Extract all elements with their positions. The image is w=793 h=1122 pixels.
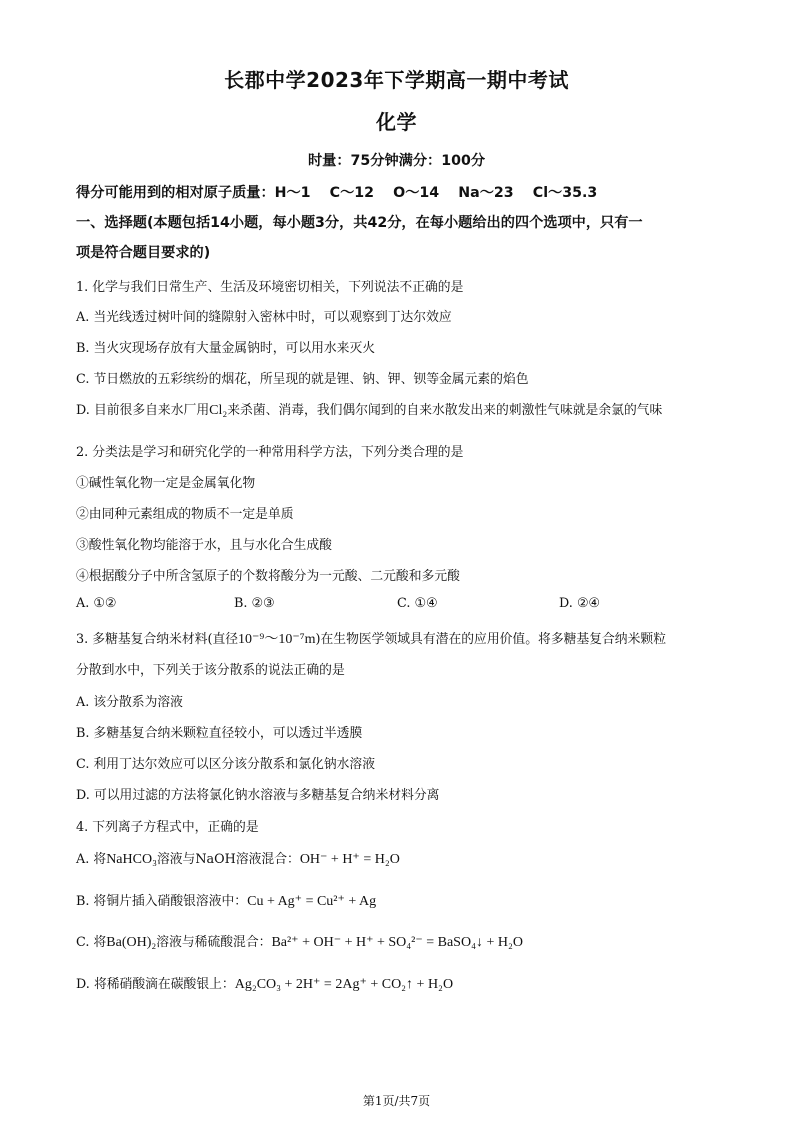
q3-option-a: A. 该分散系为溶液 — [76, 695, 183, 710]
q4-option-b — [76, 890, 376, 910]
q4-option-d — [76, 973, 453, 993]
q2-statement-1: ①碱性氧化物一定是金属氧化物 — [76, 476, 256, 491]
q4-option-c — [76, 931, 523, 951]
q1-option-a: A. 当光线透过树叶间的缝隙射入密林中时，可以观察到丁达尔效应 — [76, 310, 452, 325]
q2-statement-4: ④根据酸分子中所含氢原子的个数将酸分为一元酸、二元酸和多元酸 — [76, 569, 460, 584]
atomic-masses: 得分可能用到的相对原子质量：H～1 C～12 O～14 Na～23 Cl～35.3 — [76, 185, 598, 201]
q2-statement-2: ②由同种元素组成的物质不一定是单质 — [76, 507, 294, 522]
q4-stem: 4. 下列离子方程式中，正确的是 — [76, 820, 259, 835]
q2-option-c: C. ①④ — [397, 596, 438, 611]
q4-b-equation: Cu + Ag⁺ = Cu²⁺ + Ag — [247, 894, 377, 909]
section-heading-line1: 一、选择题(本题包括14小题，每小题3分，共42分，在每小题给出的四个选项中，只有一 — [76, 215, 643, 231]
q3-option-d: D. 可以用过滤的方法将氯化钠水溶液与多糖基复合纳米材料分离 — [76, 788, 440, 803]
section-heading-line2: 项是符合题目要求的) — [76, 245, 211, 261]
q2-option-a: A. ①② — [76, 596, 117, 611]
q4-c-mid: 溶液与稀硫酸混合： — [156, 935, 272, 950]
q3-option-b: B. 多糖基复合纳米颗粒直径较小，可以透过半透膜 — [76, 726, 363, 741]
exam-title: 长郡中学2023年下学期高一期中考试 — [224, 68, 569, 92]
q3-option-c: C. 利用丁达尔效应可以区分该分散系和氯化钠水溶液 — [76, 757, 376, 772]
subject-title: 化学 — [376, 110, 417, 134]
q4-a-equation: OH⁻ + H⁺ = H₂O — [299, 852, 400, 867]
q1-d-formula: Cl₂ — [209, 403, 228, 418]
q1-d-prefix: D. 目前很多自来水厂用 — [76, 403, 210, 418]
q4-b-prefix: B. 将铜片插入硝酸银溶液中： — [76, 894, 248, 909]
q4-d-prefix: D. 将稀硝酸滴在碳酸银上： — [76, 977, 235, 992]
q1-stem: 1. 化学与我们日常生产、生活及环境密切相关，下列说法不正确的是 — [76, 280, 464, 295]
q4-d-equation: Ag₂CO₃ + 2H⁺ = 2Ag⁺ + CO₂↑ + H₂O — [234, 977, 454, 992]
q4-a-mid: 溶液与NaOH溶液混合： — [156, 852, 300, 867]
q2-option-b: B. ②③ — [234, 596, 275, 611]
q4-c-prefix: C. 将 — [76, 935, 107, 950]
q3-stem-line1 — [76, 628, 666, 648]
q3-stem-prefix: 3. 多糖基复合纳米材料(直径 — [76, 632, 239, 647]
time-score: 时量：75分钟满分：100分 — [307, 153, 486, 169]
q3-stem-suffix: )在生物医学领域具有潜在的应用价值。将多糖基复合纳米颗粒 — [315, 632, 666, 647]
q3-size-range: 10⁻⁹～10⁻⁷m — [238, 632, 316, 647]
q1-option-d — [76, 399, 662, 419]
q2-stem: 2. 分类法是学习和研究化学的一种常用科学方法，下列分类合理的是 — [76, 445, 464, 460]
q2-statement-3: ③酸性氧化物均能溶于水，且与水化合生成酸 — [76, 538, 332, 553]
q4-a-reagent: NaHCO₃ — [106, 852, 157, 867]
q1-option-b: B. 当火灾现场存放有大量金属钠时，可以用水来灭火 — [76, 341, 376, 356]
q1-option-c: C. 节日燃放的五彩缤纷的烟花，所呈现的就是锂、钠、钾、钡等金属元素的焰色 — [76, 372, 529, 387]
q4-c-equation: Ba²⁺ + OH⁻ + H⁺ + SO₄²⁻ = BaSO₄↓ + H₂O — [271, 935, 523, 950]
page-number: 第1页/共7页 — [362, 1094, 431, 1108]
q3-stem-line2: 分散到水中，下列关于该分散系的说法正确的是 — [76, 663, 345, 678]
q4-option-a — [76, 848, 400, 868]
q4-a-prefix: A. 将 — [76, 852, 107, 867]
q1-d-suffix: 来杀菌、消毒，我们偶尔闻到的自来水散发出来的刺激性气味就是余氯的气味 — [227, 403, 663, 418]
q4-c-reagent: Ba(OH)₂ — [106, 935, 157, 950]
q2-option-d: D. ②④ — [559, 596, 600, 611]
